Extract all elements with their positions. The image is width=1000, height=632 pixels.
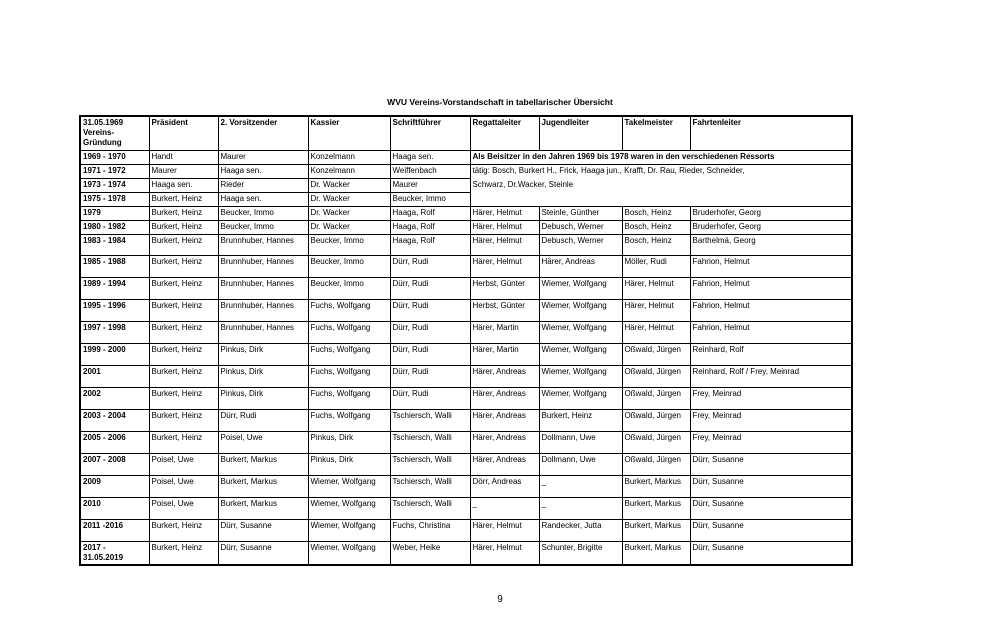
table-row — [80, 366, 852, 388]
header-cell: Schriftführer — [390, 116, 470, 151]
table-cell: Dollmann, Uwe — [539, 432, 622, 454]
table-cell: Burkert, Heinz — [149, 207, 218, 221]
table-cell: Härer, Helmut — [470, 256, 539, 278]
table-row — [80, 344, 852, 366]
table-cell: Haaga sen. — [390, 151, 470, 165]
table-cell: Burkert, Markus — [622, 476, 690, 498]
year-cell: 2010 — [80, 498, 149, 520]
table-cell: Burkert, Heinz — [149, 193, 218, 207]
table-cell: Fahrion, Helmut — [690, 322, 852, 344]
table-cell: Fahrion, Helmut — [690, 278, 852, 300]
table-cell: Burkert, Heinz — [149, 388, 218, 410]
table-row — [80, 410, 852, 432]
table-cell: _ — [539, 476, 622, 498]
table-cell: Handt — [149, 151, 218, 165]
table-cell: Burkert, Heinz — [149, 366, 218, 388]
table-cell: Beucker, Immo — [308, 235, 390, 256]
table-cell: Brunnhuber, Hannes — [218, 235, 308, 256]
table-cell: Burkert, Heinz — [149, 256, 218, 278]
beisitzer-note-line — [470, 193, 852, 207]
table-cell: Brunnhuber, Hannes — [218, 278, 308, 300]
table-cell: Härer, Andreas — [539, 256, 622, 278]
header-cell: Präsident — [149, 116, 218, 151]
table-row — [80, 165, 852, 179]
table-row — [80, 278, 852, 300]
table-cell: Konzelmann — [308, 151, 390, 165]
table-cell: Pinkus, Dirk — [308, 454, 390, 476]
year-cell: 1997 - 1998 — [80, 322, 149, 344]
table-cell: Wiemer, Wolfgang — [308, 498, 390, 520]
table-cell: Weiffenbach — [390, 165, 470, 179]
year-cell: 1989 - 1994 — [80, 278, 149, 300]
year-cell: 2009 — [80, 476, 149, 498]
table-cell: Dr. Wacker — [308, 179, 390, 193]
table-cell: _ — [470, 498, 539, 520]
table-row — [80, 498, 852, 520]
table-cell: Oßwald, Jürgen — [622, 454, 690, 476]
year-cell: 1983 - 1984 — [80, 235, 149, 256]
table-cell: Beucker, Immo — [218, 221, 308, 235]
table-cell: Dürr, Susanne — [690, 542, 852, 566]
board-table — [79, 115, 853, 566]
table-cell: Dürr, Rudi — [390, 300, 470, 322]
table-cell: Maurer — [149, 165, 218, 179]
table-row — [80, 151, 852, 165]
table-cell: Dürr, Rudi — [390, 256, 470, 278]
table-row — [80, 322, 852, 344]
table-cell: Dollmann, Uwe — [539, 454, 622, 476]
year-cell: 2005 - 2006 — [80, 432, 149, 454]
header-cell: Regattaleiter — [470, 116, 539, 151]
table-cell: Haaga, Rolf — [390, 221, 470, 235]
year-cell: 1973 - 1974 — [80, 179, 149, 193]
table-row — [80, 542, 852, 566]
table-cell: Burkert, Heinz — [149, 278, 218, 300]
header-row — [80, 116, 852, 151]
table-cell: Burkert, Heinz — [149, 235, 218, 256]
table-cell: Maurer — [390, 179, 470, 193]
table-cell: Härer, Helmut — [622, 322, 690, 344]
table-cell: Konzelmann — [308, 165, 390, 179]
table-cell: Maurer — [218, 151, 308, 165]
table-cell: Wiemer, Wolfgang — [308, 476, 390, 498]
table-row — [80, 221, 852, 235]
table-row — [80, 193, 852, 207]
table-cell: Beucker, Immo — [390, 193, 470, 207]
table-cell: Wiemer, Wolfgang — [539, 388, 622, 410]
table-cell: Rieder — [218, 179, 308, 193]
table-cell: Härer, Andreas — [470, 454, 539, 476]
table-cell: Poisel, Uwe — [149, 498, 218, 520]
table-cell: Frey, Meinrad — [690, 410, 852, 432]
table-cell: Burkert, Markus — [218, 498, 308, 520]
table-cell: Dürr, Rudi — [390, 388, 470, 410]
table-cell: Haaga, Rolf — [390, 235, 470, 256]
year-cell: 2001 — [80, 366, 149, 388]
table-cell: Burkert, Heinz — [539, 410, 622, 432]
beisitzer-note-line: tätig: Bosch, Burkert H., Frick, Haaga jun., Krafft, Dr. Rau, Rieder, Schneider, — [470, 165, 852, 179]
table-cell: Härer, Martin — [470, 322, 539, 344]
table-cell: Oßwald, Jürgen — [622, 344, 690, 366]
table-cell: Reinhard, Rolf / Frey, Meinrad — [690, 366, 852, 388]
table-cell: Dürr, Susanne — [218, 520, 308, 542]
table-cell: Debusch, Werner — [539, 235, 622, 256]
table-cell: Pinkus, Dirk — [218, 344, 308, 366]
table-cell: Fahrion, Helmut — [690, 300, 852, 322]
table-cell: Bruderhofer, Georg — [690, 221, 852, 235]
year-cell: 1969 - 1970 — [80, 151, 149, 165]
table-cell: Frey, Meinrad — [690, 432, 852, 454]
header-cell: Kassier — [308, 116, 390, 151]
table-cell: Schunter, Brigitte — [539, 542, 622, 566]
table-cell: Herbst, Günter — [470, 300, 539, 322]
beisitzer-note-line: Als Beisitzer in den Jahren 1969 bis 1978 waren in den verschiedenen Ressorts — [470, 151, 852, 165]
table-cell: Fuchs, Wolfgang — [308, 410, 390, 432]
table-row — [80, 476, 852, 498]
table-cell: Härer, Helmut — [622, 300, 690, 322]
year-cell: 1979 — [80, 207, 149, 221]
header-cell: Fahrtenleiter — [690, 116, 852, 151]
table-cell: Fuchs, Wolfgang — [308, 300, 390, 322]
header-cell: 31.05.1969 Vereins-Gründung — [80, 116, 149, 151]
table-cell: Tschiersch, Walli — [390, 410, 470, 432]
table-cell: Oßwald, Jürgen — [622, 432, 690, 454]
table-cell: Tschiersch, Walli — [390, 432, 470, 454]
table-cell: Beucker, Immo — [308, 256, 390, 278]
table-cell: Oßwald, Jürgen — [622, 366, 690, 388]
table-cell: Härer, Helmut — [470, 520, 539, 542]
table-row — [80, 300, 852, 322]
table-row — [80, 235, 852, 256]
table-cell: Dörr, Andreas — [470, 476, 539, 498]
table-cell: Brunnhuber, Hannes — [218, 300, 308, 322]
table-cell: Poisel, Uwe — [218, 432, 308, 454]
table-cell: Wiemer, Wolfgang — [539, 322, 622, 344]
table-cell: Oßwald, Jürgen — [622, 410, 690, 432]
year-cell: 2003 - 2004 — [80, 410, 149, 432]
table-cell: Dürr, Rudi — [390, 322, 470, 344]
table-cell: Brunnhuber, Hannes — [218, 256, 308, 278]
table-cell: Wiemer, Wolfgang — [308, 542, 390, 566]
table-cell: Burkert, Heinz — [149, 520, 218, 542]
table-cell: Haaga sen. — [218, 193, 308, 207]
table-row — [80, 432, 852, 454]
table-cell: Dürr, Rudi — [390, 278, 470, 300]
table-cell: Frey, Meinrad — [690, 388, 852, 410]
table-cell: Bosch, Heinz — [622, 235, 690, 256]
table-cell: Burkert, Heinz — [149, 300, 218, 322]
table-cell: Burkert, Heinz — [149, 344, 218, 366]
table-cell: Beucker, Immo — [308, 278, 390, 300]
table-cell: Dr. Wacker — [308, 207, 390, 221]
table-cell: Dr. Wacker — [308, 221, 390, 235]
table-cell: Debusch, Werner — [539, 221, 622, 235]
table-cell: Fahrion, Helmut — [690, 256, 852, 278]
table-cell: Burkert, Heinz — [149, 432, 218, 454]
table-cell: Härer, Andreas — [470, 410, 539, 432]
table-cell: Burkert, Heinz — [149, 410, 218, 432]
table-row — [80, 207, 852, 221]
table-cell: Bosch, Heinz — [622, 221, 690, 235]
year-cell: 1985 - 1988 — [80, 256, 149, 278]
table-cell: Wiemer, Wolfgang — [539, 366, 622, 388]
table-cell: Pinkus, Dirk — [308, 432, 390, 454]
year-cell: 2017 - 31.05.2019 — [80, 542, 149, 566]
table-cell: Härer, Helmut — [622, 278, 690, 300]
table-cell: Steinle, Günther — [539, 207, 622, 221]
table-cell: Dürr, Rudi — [390, 366, 470, 388]
table-cell: Poisel, Uwe — [149, 454, 218, 476]
table-cell: Tschiersch, Walli — [390, 454, 470, 476]
table-cell: Dürr, Rudi — [218, 410, 308, 432]
table-cell: Tschiersch, Walli — [390, 498, 470, 520]
table-cell: Beucker, Immo — [218, 207, 308, 221]
table-cell: Härer, Andreas — [470, 388, 539, 410]
year-cell: 1971 - 1972 — [80, 165, 149, 179]
year-cell: 1999 - 2000 — [80, 344, 149, 366]
year-cell: 1975 - 1978 — [80, 193, 149, 207]
year-cell: 2011 -2016 — [80, 520, 149, 542]
table-cell: Burkert, Markus — [218, 476, 308, 498]
table-cell: Randecker, Jutta — [539, 520, 622, 542]
table-cell: Fuchs, Wolfgang — [308, 388, 390, 410]
table-cell: Herbst, Günter — [470, 278, 539, 300]
table-cell: Dürr, Susanne — [690, 476, 852, 498]
table-row — [80, 388, 852, 410]
table-cell: Dürr, Rudi — [390, 344, 470, 366]
header-cell: 2. Vorsitzender — [218, 116, 308, 151]
table-cell: Brunnhuber, Hannes — [218, 322, 308, 344]
table-row — [80, 520, 852, 542]
table-cell: Härer, Helmut — [470, 542, 539, 566]
table-cell: Weber, Heike — [390, 542, 470, 566]
table-cell: Burkert, Markus — [218, 454, 308, 476]
table-cell: Haaga sen. — [149, 179, 218, 193]
year-cell: 2002 — [80, 388, 149, 410]
table-cell: Fuchs, Wolfgang — [308, 322, 390, 344]
table-cell: Wiemer, Wolfgang — [539, 300, 622, 322]
table-cell: Burkert, Markus — [622, 520, 690, 542]
table-cell: Fuchs, Wolfgang — [308, 366, 390, 388]
table-cell: Pinkus, Dirk — [218, 366, 308, 388]
table-cell: Dürr, Susanne — [690, 498, 852, 520]
table-cell: Burkert, Heinz — [149, 221, 218, 235]
table-cell: Härer, Helmut — [470, 221, 539, 235]
table-cell: _ — [539, 498, 622, 520]
header-cell: Takelmeister — [622, 116, 690, 151]
table-cell: Dürr, Susanne — [690, 454, 852, 476]
table-cell: Burkert, Heinz — [149, 542, 218, 566]
table-cell: Härer, Andreas — [470, 366, 539, 388]
table-cell: Barthelmä, Georg — [690, 235, 852, 256]
beisitzer-note-line: Schwarz, Dr.Wacker, Steinle — [470, 179, 852, 193]
table-row — [80, 256, 852, 278]
table-cell: Wiemer, Wolfgang — [308, 520, 390, 542]
table-row — [80, 454, 852, 476]
year-cell: 2007 - 2008 — [80, 454, 149, 476]
table-cell: Haaga sen. — [218, 165, 308, 179]
table-cell: Burkert, Markus — [622, 498, 690, 520]
table-cell: Poisel, Uwe — [149, 476, 218, 498]
table-cell: Reinhard, Rolf — [690, 344, 852, 366]
table-cell: Bosch, Heinz — [622, 207, 690, 221]
table-cell: Härer, Martin — [470, 344, 539, 366]
table-cell: Härer, Andreas — [470, 432, 539, 454]
table-cell: Burkert, Heinz — [149, 322, 218, 344]
header-cell: Jugendleiter — [539, 116, 622, 151]
table-cell: Oßwald, Jürgen — [622, 388, 690, 410]
table-cell: Tschiersch, Walli — [390, 476, 470, 498]
year-cell: 1995 - 1996 — [80, 300, 149, 322]
table-cell: Dürr, Susanne — [690, 520, 852, 542]
table-cell: Fuchs, Christina — [390, 520, 470, 542]
table-cell: Fuchs, Wolfgang — [308, 344, 390, 366]
table-cell: Dr. Wacker — [308, 193, 390, 207]
table-cell: Dürr, Susanne — [218, 542, 308, 566]
year-cell: 1980 - 1982 — [80, 221, 149, 235]
table-cell: Härer, Helmut — [470, 207, 539, 221]
document-title: WVU Vereins-Vorstandschaft in tabellarischer Übersicht — [387, 97, 613, 107]
table-cell: Möller, Rudi — [622, 256, 690, 278]
table-cell: Pinkus, Dirk — [218, 388, 308, 410]
table-body — [80, 116, 852, 565]
page-number: 9 — [497, 594, 503, 605]
table-cell: Bruderhofer, Georg — [690, 207, 852, 221]
table-cell: Wiemer, Wolfgang — [539, 278, 622, 300]
table-cell: Härer, Helmut — [470, 235, 539, 256]
table-cell: Haaga, Rolf — [390, 207, 470, 221]
table-cell: Burkert, Markus — [622, 542, 690, 566]
table-row — [80, 179, 852, 193]
table-cell: Wiemer, Wolfgang — [539, 344, 622, 366]
